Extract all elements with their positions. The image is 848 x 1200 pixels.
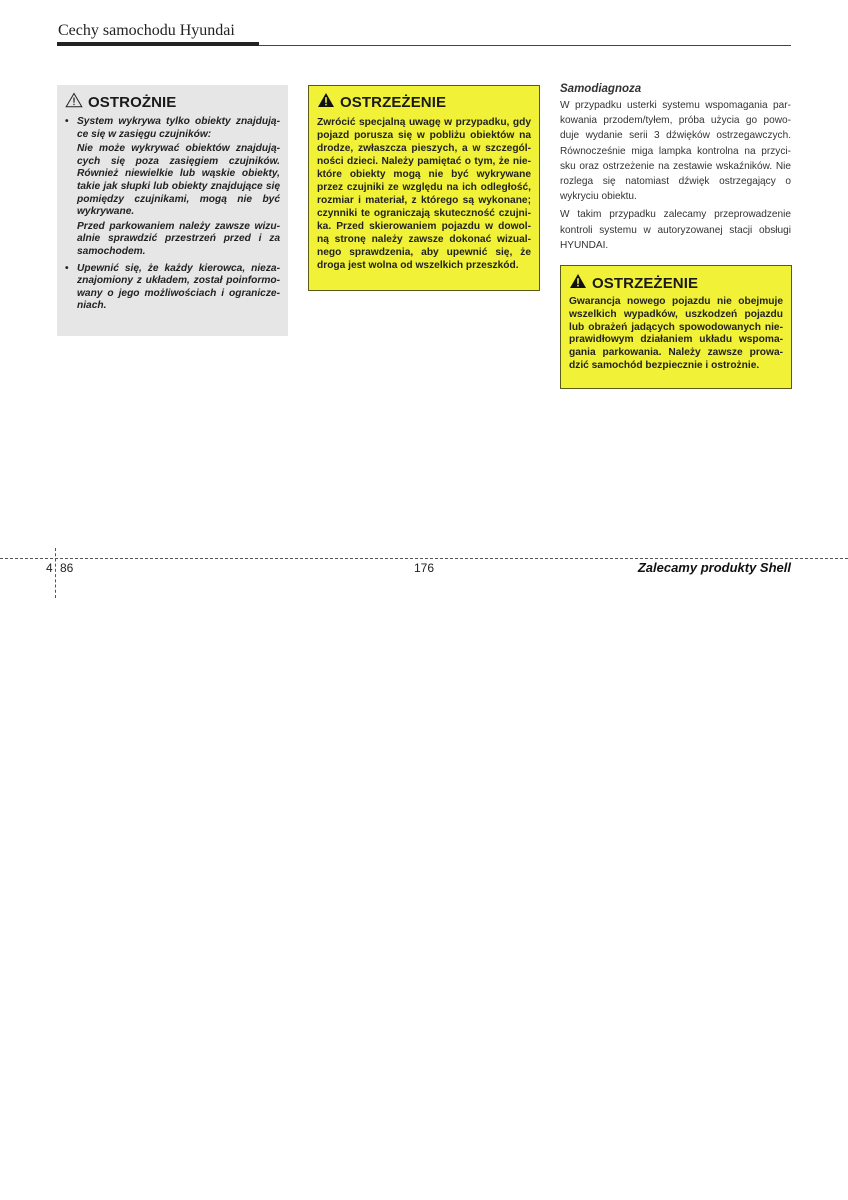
- caution-paragraph: • System wykrywa tylko obiekty znajdują-ce się w zasięgu czujników:: [77, 116, 280, 140]
- page-header-title: Cechy samochodu Hyundai: [58, 22, 235, 39]
- header-rule-thick: [57, 42, 259, 46]
- footer-center-page-number: 176: [414, 561, 435, 575]
- caution-list: [65, 116, 280, 313]
- self-diagnosis-paragraph: W przypadku usterki systemu wspomagania par-kowania przodem/tyłem, próba użycia go powo-duje wydanie serii 3 dźwięków ostrzegawczych. Równocześnie miga lampka kontrolna na przyci-sku oraz ostrzeżenie na zestawie wskaźników. Nie rozlega się natomiast dźwięk ostrzegający o wykryciu obiektu.: [560, 100, 791, 203]
- caution-list-item: [65, 263, 280, 313]
- caution-title-row: [65, 92, 280, 112]
- warning-text: Gwarancja nowego pojazdu nie obejmuje wszelkich wypadków, uszkodzeń pojazdu lub obrażeń jadących spowodowanych nie-prawidłowym działaniem układu wspoma-gania parkowania. Należy zawsze prowa-dzić samochód bezpiecznie i ostrożnie.: [569, 296, 783, 371]
- footer-page-number: 86: [60, 561, 74, 575]
- caution-paragraph: • Upewnić się, że każdy kierowca, nieza-znajomiony z układem, został poinformo-wany o jego możliwościach i ogranicze-niach.: [77, 262, 280, 312]
- footer-dashed-rule: [0, 558, 848, 559]
- warning-title-row: [317, 92, 531, 112]
- self-diagnosis-paragraph: W takim przypadku zalecamy przeprowadzenie kontroli systemu w autoryzowanej stacji obsługi HYUNDAI.: [560, 209, 791, 251]
- warning-box-middle: [308, 85, 540, 291]
- warning-filled-triangle-icon: [569, 273, 592, 293]
- self-diagnosis-body: [560, 98, 791, 256]
- caution-paragraph: Nie może wykrywać obiektów znajdują-cych się poza zasięgiem czujników. Również niewielkie lub wąskie obiekty, takie jak słupki lub obiekty znajdujące się pomiędzy czujnikami, mogą nie być wykrywane.: [77, 143, 280, 218]
- caution-title: OSTROŻNIE: [88, 93, 177, 111]
- warning-title: OSTRZEŻENIE: [340, 93, 447, 111]
- footer-chapter-number: 4: [46, 561, 53, 575]
- caution-outline-triangle-icon: [65, 92, 88, 112]
- caution-box: [57, 85, 288, 336]
- warning-box-right: [560, 265, 792, 389]
- warning-title-row: [569, 273, 783, 293]
- self-diagnosis-heading: Samodiagnoza: [560, 83, 642, 95]
- footer-vertical-dashed-rule: [55, 548, 56, 598]
- header-rule-thin: [259, 45, 791, 46]
- warning-title: OSTRZEŻENIE: [592, 274, 699, 292]
- warning-text: Zwrócić specjalną uwagę w przypadku, gdy pojazd porusza się w pobliżu obiektów na drodze, zwłaszcza pieszych, a w szczegól-ności dzieci. Należy pamiętać o tym, że nie-które obiekty mogą nie być wykrywane przez czujniki ze względu na ich odległość, rozmiar i materiał, z którego są wykonane; czynniki te ograniczają skuteczność czujni-ka. Przed skierowaniem pojazdu w dowol-ną stronę należy zawsze dokonać wizual-nego sprawdzenia, aby upewnić się, że droga jest wolna od wszelkich przeszkód.: [317, 117, 531, 271]
- caution-list-item: [65, 116, 280, 259]
- warning-filled-triangle-icon: [317, 92, 340, 112]
- footer-right-text: Zalecamy produkty Shell: [637, 560, 791, 575]
- caution-paragraph: Przed parkowaniem należy zawsze wizu-alnie sprawdzić przestrzeń przed i za samochodem.: [77, 220, 280, 257]
